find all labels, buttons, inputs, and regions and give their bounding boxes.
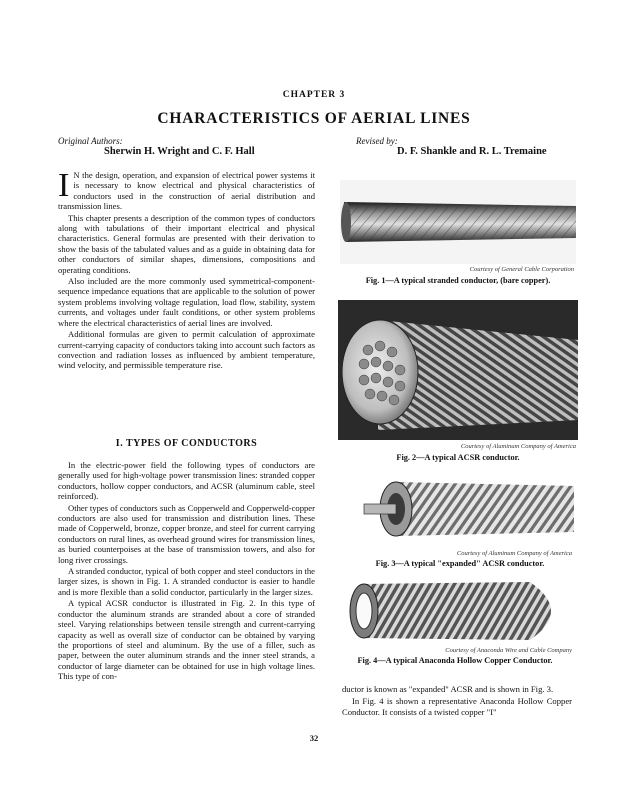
page-title: CHARACTERISTICS OF AERIAL LINES (157, 110, 471, 127)
intro-paragraph-4: Additional formulas are given to permit calculation of approximate current-carrying capacity of conductors taking into account such factors as convection and radiation losses as influenced by ambient temperature, wind velocity, and permissible temperature rise. (58, 329, 315, 371)
figure-2-caption: Fig. 2—A typical ACSR conductor. (396, 453, 520, 462)
section-paragraph-3: A stranded conductor, typical of both copper and steel conductors in the larger sizes, is shown in Fig. 1. A stranded conductor is easier to handle and is more flexible than a solid conductor, particularly in the larger sizes. (58, 566, 315, 597)
figure-2-image (338, 300, 578, 440)
figure-4-credit: Courtesy of Anaconda Wire and Cable Company (445, 647, 572, 654)
figure-1-credit: Courtesy of General Cable Corporation (469, 266, 574, 273)
right-column-text (342, 684, 572, 717)
acsr-conductor-illustration (338, 300, 578, 440)
expanded-acsr-illustration (350, 470, 574, 546)
stranded-conductor-illustration (340, 180, 576, 264)
revised-authors: D. F. Shankle and R. L. Tremaine (397, 146, 547, 157)
intro-text (58, 167, 315, 372)
revised-by-label: Revised by: (356, 136, 398, 146)
original-authors-label: Original Authors: (58, 136, 123, 146)
page-number: 32 (309, 733, 319, 743)
hollow-copper-conductor-illustration (340, 578, 572, 644)
right-paragraph-1: ductor is known as "expanded" ACSR and is shown in Fig. 3. (342, 684, 554, 694)
figure-4-caption: Fig. 4—A typical Anaconda Hollow Copper Conductor. (357, 656, 553, 665)
section-text (58, 460, 315, 683)
section-paragraph-1: In the electric-power field the following types of conductors are generally used for high-voltage power transmission lines: stranded copper conductors, hollow copper conductors, and ACSR (aluminum cable, steel reinforced). (58, 460, 315, 502)
chapter-label: CHAPTER 3 (282, 90, 346, 100)
intro-paragraph-1 (58, 167, 315, 212)
section-paragraph-4: A typical ACSR conductor is illustrated in Fig. 2. In this type of conductor the aluminum strands are stranded about a core of stranded steel. Varying relationships between tensile strength and current-carrying capacity as well as overall size of conductor can be obtained by varying the proportions of steel and aluminum. By the use of a filler, such as paper, between the outer aluminum strands and the inner steel strands, a conductor of large diameter can be obtained for use in high voltage lines. This type of con- (58, 598, 315, 682)
figure-4-image (340, 578, 572, 644)
figure-1-caption: Fig. 1—A typical stranded conductor, (bare copper). (365, 276, 551, 285)
intro-paragraph-2: This chapter presents a description of the common types of conductors along with tabulations of their important electrical and physical characteristics. General formulas are presented with their derivation to show the basis of the tabulated values and as a guide in obtaining data for other conductors of similar shapes, dimensions, compositions and operating conditions. (58, 212, 315, 275)
intro-p1-text: N the design, operation, and expansion of electrical power systems it is necessary to know electrical and physical characteristics of conductors used in the construction of aerial distribution and transmission lines. (58, 170, 315, 212)
section-paragraph-2: Other types of conductors such as Copperweld and Copperweld-copper conductors are also used for transmission and distribution lines. These made of Copperweld, bronze, copper bronze, and steel for current carrying conductors on rural lines, as overhead ground wires for transmission lines, as buried counterpoises at the base of transmission towers, and also for long river crossings. (58, 502, 315, 565)
intro-paragraph-3: Also included are the more commonly used symmetrical-component-sequence impedance equations that are applicable to the solution of power system problems involving voltage regulation, load flow, stability, system currents, and voltages under fault conditions, or other system problems where the electrical characteristics of aerial lines are involved. (58, 276, 315, 328)
figure-3-caption: Fig. 3—A typical "expanded" ACSR conductor. (375, 559, 545, 568)
figure-1-image (340, 180, 576, 264)
right-paragraph-2: In Fig. 4 is shown a representative Anaconda Hollow Copper Conductor. It consists of a twisted copper "I" (342, 696, 572, 717)
section-heading: I. TYPES OF CONDUCTORS (115, 438, 258, 449)
original-authors: Sherwin H. Wright and C. F. Hall (104, 146, 255, 157)
figure-3-image (350, 470, 574, 546)
figure-2-credit: Courtesy of Aluminum Company of America (460, 443, 576, 450)
figure-3-credit: Courtesy of Aluminum Company of America (456, 550, 572, 557)
drop-cap: I (58, 167, 70, 204)
